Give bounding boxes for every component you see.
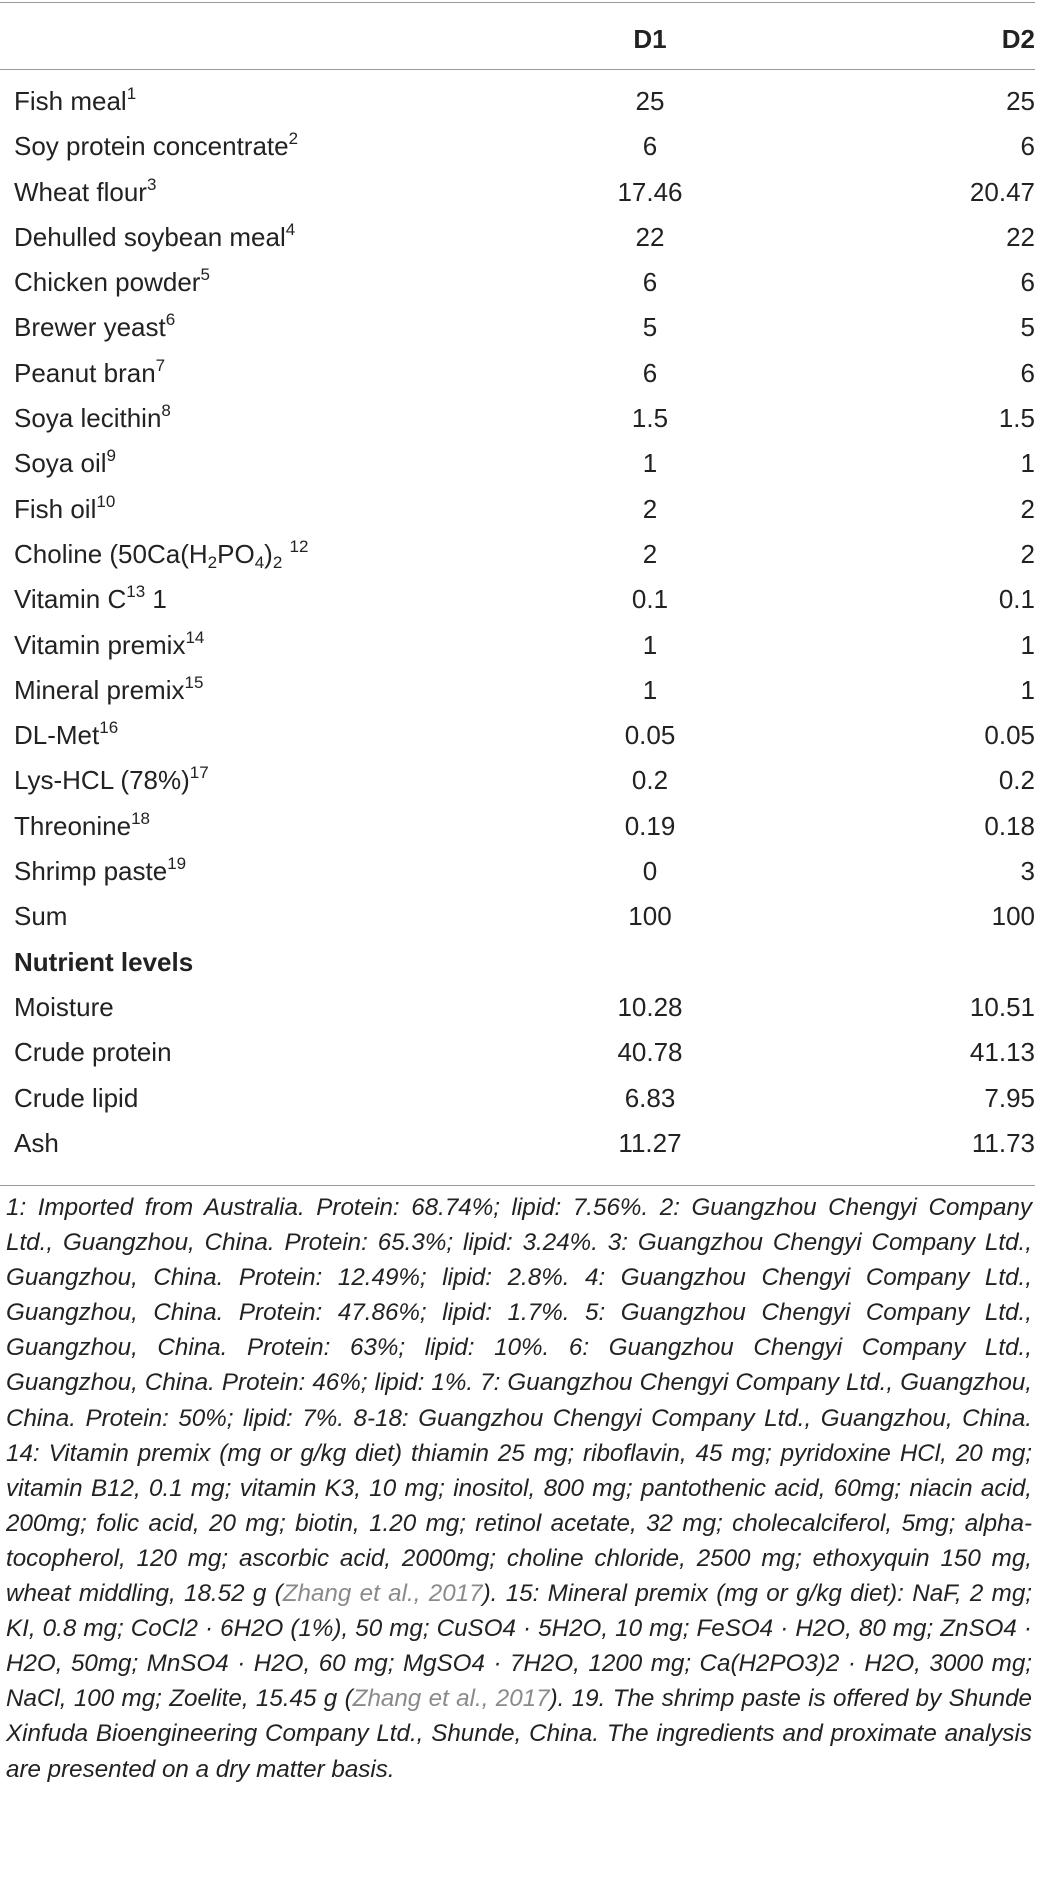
- footnote-text: ). 15: Mineral premix (mg or g/kg diet): NaF, 2 mg; KI, 0.8 mg; CoCl2 · 6H2O (1%), 50 mg; CuSO4 · 5H2O, 10 mg; FeSO4 · H2O, 80 mg; ZnSO4 · H2O, 50mg; MnSO4 · H2O, 60 mg; MgSO4 · 7H2O, 1200 mg; Ca(H2PO3)2 · H2O, 3000 mg; NaCl, 100 mg; Zoelite, 15.45 g (: [6, 1580, 1032, 1713]
- row-d1-value: 25: [635, 86, 665, 116]
- row-label: Choline ($50Ca(H_2PO_4)_2$ $^{12}$: [14, 536, 309, 572]
- table-row: [0, 263, 1035, 308]
- header-d1: D1: [633, 24, 667, 54]
- table-row: [0, 535, 1035, 580]
- citation-link[interactable]: Zhang et al., 2017: [282, 1580, 483, 1608]
- row-d2-value: 3: [1020, 856, 1035, 887]
- row-label: Threonine$^{18}$: [14, 808, 150, 841]
- row-d1-value: 1.5: [631, 403, 669, 434]
- table-row: [0, 1033, 1035, 1078]
- row-d2-value: 1: [1020, 448, 1035, 479]
- row-label: Dehulled soybean meal$^4$: [14, 219, 296, 252]
- row-d1-value: 10.28: [617, 991, 683, 1022]
- row-label: Fish oil$^{10}$: [14, 491, 116, 524]
- row-label: Soya lecithin$^8$: [14, 401, 171, 434]
- row-label: Brewer yeast$^6$: [14, 310, 176, 343]
- table-footnote: [6, 1190, 1032, 1787]
- row-d1-value: 6.83: [624, 1082, 676, 1113]
- row-d1-value: 17.46: [617, 176, 683, 207]
- row-d2-value: 100: [991, 901, 1035, 932]
- row-label: Moisture: [14, 991, 114, 1022]
- row-label: Soy protein concentrate$^2$: [14, 129, 299, 162]
- row-label: Lys-HCL $(78\%)^{17}$: [14, 763, 209, 796]
- row-d1-value: 22: [635, 221, 665, 252]
- row-d2-value: 6: [1020, 267, 1035, 298]
- table-row: [0, 1079, 1035, 1124]
- table-header-row: [0, 14, 1035, 62]
- row-d2-value: 1: [1020, 629, 1035, 660]
- table-row: [0, 1124, 1035, 1169]
- row-d1-value: 6: [642, 131, 658, 162]
- table-header-rule: [0, 69, 1035, 70]
- row-label: Crude lipid: [14, 1082, 139, 1113]
- row-label: Shrimp paste$^{19}$: [14, 854, 187, 887]
- table-row: [0, 173, 1035, 218]
- row-d1-value: 0: [642, 856, 658, 887]
- footnote-text: 1: Imported from Australia. Protein: 68.74%; lipid: 7.56%. 2: Guangzhou Chengyi Company Ltd., Guangzhou, China. Protein: 65.3%; lipid: 3.24%. 3: Guangzhou Chengyi Company Ltd., Guangzhou, China. Protein: 12.49%; lipid: 2.8%. 4: Guangzhou Chengyi Company Ltd., Guangzhou, China. Protein: 47.86%; lipid: 1.7%. 5: Guangzhou Chengyi Company Ltd., Guangzhou, China. Protein: 63%; lipid: 10%. 6: Guangzhou Chengyi Company Ltd., Guangzhou, China. Protein: 46%; lipid: 1%. 7: Guangzhou Chengyi Company Ltd., Guangzhou, China. Protein: 50%; lipid: 7%. 8-18: Guangzhou Chengyi Company Ltd., Guangzhou, China. 14: Vitamin premix (mg or g/kg diet) thiamin 25 mg; riboflavin, 45 mg; pyridoxine HCl, 20 mg; vitamin B12, 0.1 mg; vitamin K3, 10 mg; inositol, 800 mg; pantothenic acid, 60mg; niacin acid, 200mg; folic acid, 20 mg; biotin, 1.20 mg; retinol acetate, 32 mg; cholecalciferol, 5mg; alpha-tocopherol, 120 mg; ascorbic acid, 2000mg; choline chloride, 2500 mg; ethoxyquin 150 mg, wheat middling, 18.52 g (: [6, 1194, 1032, 1608]
- row-d2-value: 25: [1006, 86, 1035, 116]
- table-row: [0, 444, 1035, 489]
- footnote-text: ). 19. The shrimp paste is offered by Shunde Xinfuda Bioengineering Company Ltd., Shunde, China. The ingredients and proximate analysis are presented on a dry matter basis.: [6, 1685, 1032, 1783]
- row-d2-value: 6: [1020, 131, 1035, 162]
- table-row: [0, 626, 1035, 671]
- row-label: Mineral premix$^{15}$: [14, 672, 204, 705]
- table-top-rule: [0, 2, 1035, 3]
- row-label: Soya oil$^9$: [14, 446, 116, 479]
- row-d1-value: 5: [642, 312, 658, 343]
- row-label: Chicken powder$^5$: [14, 265, 210, 298]
- table-row: [0, 399, 1035, 444]
- row-label: Ash: [14, 1127, 59, 1158]
- row-d2-value: 11.73: [971, 1127, 1035, 1158]
- row-d2-value: 20.47: [969, 176, 1035, 207]
- table-row: [0, 852, 1035, 897]
- row-label: Peanut bran$^7$: [14, 355, 166, 388]
- row-label: DL-Met$^{16}$: [14, 718, 119, 751]
- row-d1-value: 2: [642, 538, 658, 569]
- row-d1-value: 2: [642, 493, 658, 524]
- row-d1-value: 11.27: [618, 1127, 682, 1158]
- row-d2-value: 1.5: [998, 403, 1035, 434]
- row-d2-value: 0.05: [984, 720, 1035, 751]
- row-d1-value: 1: [642, 674, 658, 705]
- row-d2-value: 41.13: [969, 1037, 1035, 1068]
- row-d2-value: 0.2: [998, 765, 1035, 796]
- row-d2-value: 6: [1020, 357, 1035, 388]
- nutrient-levels-heading: Nutrient levels: [14, 946, 194, 977]
- table-row: [0, 127, 1035, 172]
- table-row: [0, 490, 1035, 535]
- row-d1-value: 100: [628, 901, 672, 932]
- table-row: [0, 354, 1035, 399]
- table-row: [0, 671, 1035, 716]
- table-row: [0, 988, 1035, 1033]
- table-row: [0, 897, 1035, 942]
- row-d1-value: 0.05: [624, 720, 676, 751]
- row-d2-value: 22: [1006, 221, 1035, 252]
- row-d2-value: 7.95: [984, 1082, 1035, 1113]
- row-d1-value: 6: [642, 357, 658, 388]
- row-label: Fish meal$^1$: [14, 84, 137, 116]
- row-d2-value: 2: [1020, 493, 1035, 524]
- table-row: [0, 218, 1035, 263]
- row-d2-value: 2: [1020, 538, 1035, 569]
- row-d2-value: 0.1: [998, 584, 1035, 615]
- row-d1-value: 1: [642, 629, 658, 660]
- row-d2-value: 10.51: [969, 991, 1035, 1022]
- row-d1-value: 0.19: [624, 810, 676, 841]
- section-header-row: [0, 943, 1035, 988]
- table-row: [0, 82, 1035, 127]
- citation-link[interactable]: Zhang et al., 2017: [352, 1685, 550, 1713]
- row-d1-value: 0.1: [631, 584, 669, 615]
- row-label: Vitamin premix$^{14}$: [14, 627, 205, 660]
- row-label: Wheat flour$^3$: [14, 174, 157, 207]
- row-d2-value: 5: [1020, 312, 1035, 343]
- table-body: [0, 82, 1035, 1169]
- table-row: [0, 761, 1035, 806]
- row-d1-value: 1: [642, 448, 658, 479]
- row-label: Sum: [14, 901, 68, 932]
- row-d1-value: 40.78: [617, 1037, 683, 1068]
- row-d2-value: 1: [1020, 674, 1035, 705]
- row-d2-value: 0.18: [984, 810, 1035, 841]
- table-bottom-rule: [0, 1185, 1035, 1186]
- row-d1-value: 6: [642, 267, 658, 298]
- row-d1-value: 0.2: [631, 765, 669, 796]
- row-label: Vitamin $C^{13}$ 1: [14, 582, 167, 615]
- header-d2: D2: [1001, 24, 1035, 54]
- table-row: [0, 308, 1035, 353]
- row-label: Crude protein: [14, 1037, 172, 1068]
- table-row: [0, 580, 1035, 625]
- table-row: [0, 807, 1035, 852]
- table-row: [0, 716, 1035, 761]
